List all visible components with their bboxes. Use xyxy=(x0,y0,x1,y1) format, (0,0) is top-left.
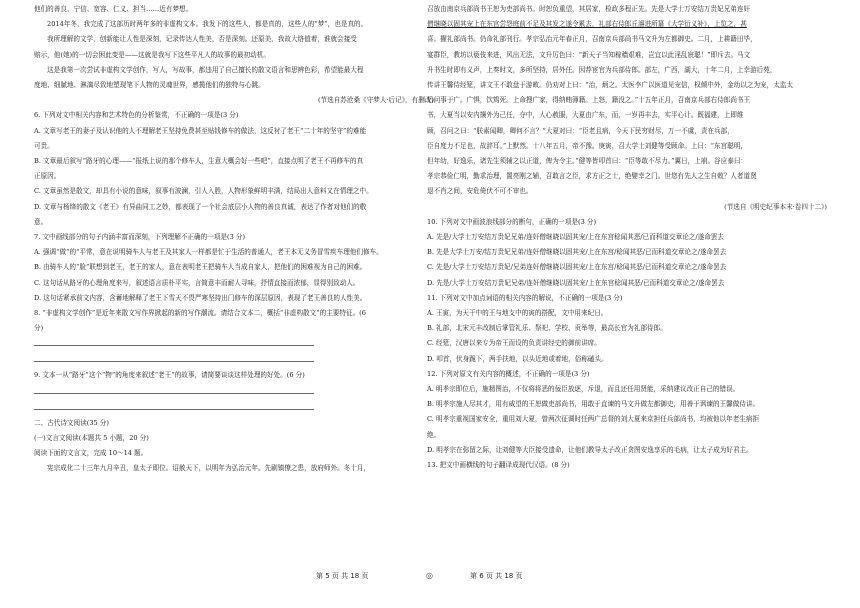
option-d: D. 先是/大学士万安结万贵妃兄弟/连奸僧继晓以固其宠/上在东宫稔闻其恶/已而科道交章论之/遂命罢去 xyxy=(427,278,725,287)
answer-line[interactable] xyxy=(34,336,314,346)
answer-line[interactable] xyxy=(34,352,314,362)
option-b-cont: 正原因。 xyxy=(34,172,61,181)
classical-text: 升书生时即有义声，上奏时文，多所坚持，居外任。因荐宦官为兵部侍郎。部左，广西，湖大，十年二月，上幸游后苑， xyxy=(427,65,777,74)
question-12: 12. 下列对原文有关内容的概述，不正确的一项是(3 分) xyxy=(427,369,590,378)
section-heading: 二、古代诗文阅读(35 分) xyxy=(34,418,109,427)
classical-text-underlined: 僧继晓以固其宠上在东宫尝怨庭前不足及其发之遂令累去，礼部右侍郎丘濬进所纂《大学衍义补》，上览之，甚 xyxy=(427,20,747,29)
source-citation: (节选自苏沧桑《守梦人·后记》，有删改) xyxy=(317,96,434,105)
essay-text: 度地、细腻地、淋漓尽致地塑现笔下人物的灵魂世界，感揽他们的独特与心跳。 xyxy=(34,81,265,90)
option-c-cont: 绝。 xyxy=(427,430,441,439)
option-c: C. 这句话从路牙的心理角度来写，叙述语言质朴平实，言简意丰而耐人寻味，抒情直接而浓郁，显得别致动人。 xyxy=(34,278,360,287)
option-c: C. 明孝宗重视国家安全，重用刘大夏，曾两次征调时任两广总督的刘大夏来京担任兵部尚书，均被他以年老生病拒 xyxy=(427,415,760,424)
option-b: B. 先是大学士万安/结万贵妃兄弟/连奸僧继晓以固其宠/上在东宫/稔闻其恶/已而科道交章论之/遂命罢去 xyxy=(427,248,727,257)
question-10: 10. 下列对文中画波浪线部分的断句，正确的一项是(3 分) xyxy=(427,217,597,226)
essay-text: 这是我第一次尝试非虚构文学创作，写人，写故事，都违用了自己擅长的散文语言和思辨色彩，希望能最大程 xyxy=(47,65,364,74)
option-a: A. 明孝宗即位后，施精图治，不仅将将恶的佞臣放逐，斥退，而且还任用贤能，采纳建议改正自己的错误。 xyxy=(427,385,740,394)
option-b: B. 文章最后叙写“路牙的心理——“报纸上说的那个修车人，生意大概会好一些吧”，直接点明了老王不再修车的真 xyxy=(34,157,364,166)
question-7: 7. 文中画线部分的句子内涵丰富而深刻，下列理解不正确的一项是(3 分) xyxy=(34,233,246,242)
instruction: 阅读下面的文言文，完成 10～14 题。 xyxy=(34,449,148,458)
page-number-left: 第 5 页 共 18 页 xyxy=(316,572,369,580)
answer-line[interactable] xyxy=(34,384,314,394)
option-c: C. 先是/大学士万安结万贵妃/兄弟连奸僧继晓以固其宠/上在东宫/稔闻其恶/已而科道交章论之/遂命罢去 xyxy=(427,263,727,272)
option-a-cont: 可贵。 xyxy=(34,141,54,150)
option-c: C. 文章虽然是散文，却具有小说的意味，叙事有波澜，引人入胜，人物形象鲜明丰满，结局出人意料又在情理之中。 xyxy=(34,187,373,196)
question-8: 8. “非虚构文学创作”是近年来散文写作界掀起的新的写作潮流。请结合文本二，概括“非虚构散文”的主要特征。(6 xyxy=(34,309,366,318)
classical-text: 召放由南京兵部尚书王恕为吏部尚书。时恕负重望，其居家，检政多程正先。先是大学士万安结万贵妃兄弟连奸 xyxy=(427,5,751,13)
essay-text: 赔示，他(她)的一切会困此变是——这就是我写下这些平凡人的故事的最初动机。 xyxy=(34,50,270,59)
option-a: A. 文章写老王的妻子及认识他的人不理解老王坚持免费甚至贴钱修车的做法，这反衬了老王“二十年的坚守”的难能 xyxy=(34,126,367,135)
option-d: D. 叩首，伏身跪下，两手扶地，以头近地或着地，俗称磕头。 xyxy=(427,354,608,363)
left-column xyxy=(34,2,434,476)
right-column xyxy=(427,2,827,473)
center-circle-icon: ◎ xyxy=(426,571,433,580)
classical-text: 孝宗恭俭仁明，勤求治理，置亮刚之辅，召敢言之臣，求方正之士，绝嬖幸之门。世您有先人之生自敕？人者道贤 xyxy=(427,172,757,181)
classical-text: 但年幼，好逸乐，诸先生须辅之以正道，俾为令主。”健等皆叩首曰：“臣等敢不尽力。”翼日，上崩。谷应泰曰： xyxy=(427,157,748,166)
classical-text: 宴群臣，教坊以亵伎来进，风出无法，文升厉色曰：“新天子当知稼穑艰难，岂宜以此淫乱宸聪！”即斥去。马文 xyxy=(427,50,751,59)
option-d: D. 这句话紧承前文内容，含蓄地解释了老王下雪天不畏严寒坚持出门修车的深层原因，表现了老王善良的人性美。 xyxy=(34,293,367,302)
question-13: 13. 把文中画横线的句子翻译成现代汉语。(8 分) xyxy=(427,461,570,470)
option-d: D. 文章与杨绛的散文《老王》有异曲同工之妙，都表现了一个社会底层小人物的善良真诚，表达了作者对他们的敬 xyxy=(34,202,367,211)
question-6: 6. 下列对文中相关内容和艺术特色的分析鉴赏，不正确的一项是(3 分) xyxy=(34,111,239,120)
essay-text: 我所理解的文学，创新能让人性是深刻，记录传达人性美，否是深刻。还原美，我故大络值着，谁就会接受 xyxy=(47,35,357,44)
option-b: B. 礼部，北宋元丰改制后掌管礼乐、祭祀、学校、贡举等，最高长官为礼部侍郎。 xyxy=(427,324,667,333)
classical-text: 喜。擢礼部尚书。仍命礼部刊行。孝宗弘治元年春正月，召南京兵部尚书马文升为左都御史。二月，上耕籍田毕， xyxy=(427,35,757,44)
option-b: B. 明孝宗施人尽其才，用有威望的王恕做吏部尚书，用敢于直谏的马文升做左都御史，用善于讽谏的王馨做侍讲。 xyxy=(427,400,760,409)
option-b: B. 由骑车人的“脸”联想到老王，老王的家人，意在表明老王把骑车人当成自家人，把他们的困难视为自己的困难。 xyxy=(34,263,367,272)
option-d: D. 明孝宗在弥留之际，让刘健等大臣接受遗命，让他们教导太子改正贪图安逸享乐的毛病，让太子成为好君主。 xyxy=(427,445,753,454)
classical-text: 书，大夏当以安内攘外为己任，夺中，人心赦服，大夏由广东，而，一岁再丰去，实平心计。既福建，上即维 xyxy=(427,111,744,120)
classical-text: 传讲王馨侍经筵，讲文王不敢盘于游畋。仍劝对上曰：“治，炳之。太医李广以医道见宠信，权倾中外，金幼以之为宠，太监太 xyxy=(427,81,794,90)
question-8-cont: 分) xyxy=(34,324,44,333)
source-citation: (节选自《明史纪事本末·卷四十二》) xyxy=(724,202,827,211)
classical-text: 退不肖之间，安危倚伏不可不审也。 xyxy=(427,187,533,196)
classical-text: 宪宗成化二十三年九月辛丑，皇太子即位。诏赦天下，以明年为弘治元年。先刷镇僚之患，放府师外。冬十月， xyxy=(47,464,371,473)
page-number-right: 第 6 页 共 18 页 xyxy=(470,572,523,580)
essay-text: 2014年冬，我完成了这部历时两年多的非虚构文本。我发下的这些人，都是真的，这些人的“梦”，也是真的。 xyxy=(47,20,368,29)
classical-text: 顾，召问之曰：“朕素闻卿，卿何不言？”大夏对曰：“臣老且病，今天下民穷财尽，万一不虞，责在兵部， xyxy=(427,126,734,135)
subsection-heading: (一)文言文阅读(本题共 5 小题，20 分) xyxy=(34,433,149,442)
question-9: 9. 文本一从“路牙”这个“物”的角度来叙述“老王”的故事，请简要谈谈这样处理的好处。(6 分) xyxy=(34,371,305,380)
question-11: 11. 下列对文中加点词语的相关内容的解说，不正确的一项是(3 分) xyxy=(427,293,623,302)
option-c: C. 经筵，汉唐以来专为帝王而设的负责讲经史的御前讲席。 xyxy=(427,339,601,348)
essay-text: 他们的善良、宁信、宽容、仁义、担当……近有梦想。 xyxy=(34,5,193,13)
option-a: A. 王寅，为天干中的王与地支中的寅的搭配，文中用来纪日。 xyxy=(427,309,608,318)
classical-text: 后问事于广。广惧，饮鸩死。上命搜广家，得纳贿簿籍。上怒，籍没之。”十五年正月，召南京兵部右侍郎尚书王 xyxy=(427,96,751,105)
option-a: A. 先是/大学士万安结万贵妃兄弟/连奸僧继晓以固其宠/上在东宫稔闻其恶/已而科道交章论之/遂命罢去 xyxy=(427,233,724,242)
option-d-cont: 意。 xyxy=(34,217,48,226)
classical-text: 臣自度力不足也，故辞耳。”上默然。十八年五月，帝不豫。庚寅，召大学士刘健等受顾命。上曰：“东宫聪明， xyxy=(427,141,747,150)
answer-line[interactable] xyxy=(34,400,314,410)
option-a: A. 强调“做”的“平常，意在说明骑车人与老王及其家人一样都是忙于生活的普通人，老王本无义务冒雪疾车理他们修车。 xyxy=(34,248,383,257)
